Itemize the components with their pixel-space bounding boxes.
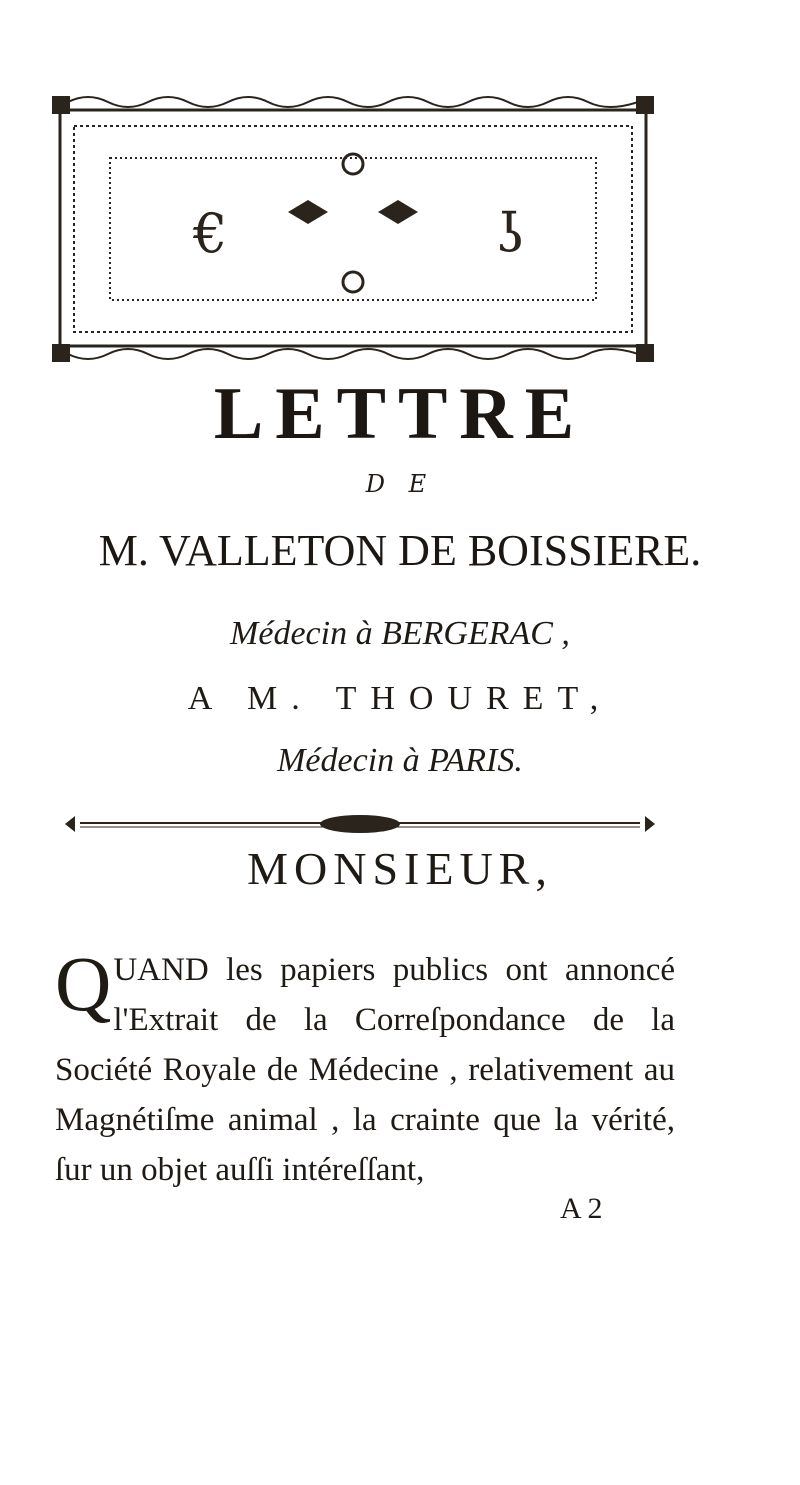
body-text: UAND les papiers publics ont annoncé l'Extrait de la Correſpondance de la Société Royale de Médecine , relativement au Magnétiſme animal , la crainte que la vérité, ſur un objet auſſi intéreſſant, bbox=[55, 952, 675, 1188]
recipient-location: Médecin à PARIS. bbox=[277, 742, 523, 779]
recipient-name: A M. THOURET, bbox=[187, 680, 613, 717]
body-paragraph bbox=[55, 940, 675, 1195]
author-location: Médecin à BERGERAC , bbox=[230, 615, 570, 652]
salutation: MONSIEUR, bbox=[247, 843, 553, 894]
drop-cap: Q bbox=[55, 940, 112, 1027]
signature-mark: A 2 bbox=[560, 1192, 603, 1225]
svg-text:€: € bbox=[193, 202, 228, 265]
title-de: D E bbox=[365, 470, 435, 498]
ornamental-rule bbox=[60, 808, 660, 838]
title-lettre: LETTRE bbox=[213, 373, 587, 455]
svg-text:ʖ: ʖ bbox=[496, 202, 525, 265]
header-ornament bbox=[48, 92, 658, 367]
author-name: M. VALLETON DE BOISSIERE. bbox=[98, 526, 702, 575]
